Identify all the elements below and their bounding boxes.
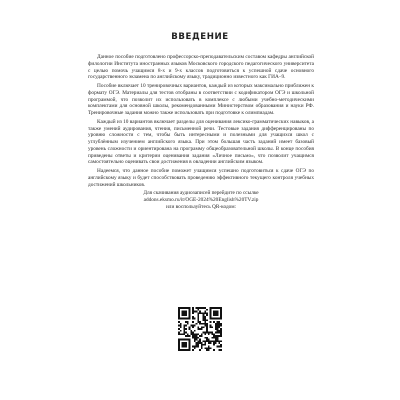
download-instruction: Для скачивания аудиозаписей перейдите по ссылке [143, 190, 259, 197]
paragraph-contents: Пособие включает 10 тренировочных вариантов, каждый из которых максимально приближен к формату ОГЭ. Материалы для тестов отобраны в соответствии с кодификатором ОГЭ и школьной программой, что позволит их использовать в комплексе с любыми учебно-методическими комплектами для основной школы, рекомендованными Министерством образования и науки РФ. Тренировочные задания можно также использовать при подготовке к олимпиадам. [88, 83, 314, 116]
paragraph-hope: Надеемся, что данное пособие поможет учащимся успешно подготовиться к сдаче ОГЭ по английскому языку и будет способствовать проведению эффективного текущего контроля учебных достижений школьников. [88, 168, 314, 188]
qr-instruction: или воспользуйтесь QR-кодом: [165, 203, 237, 210]
body-text [88, 54, 314, 211]
paragraph-intro: Данное пособие подготовлено профессорско-преподавательским составом кафедры английской филологии Института иностранных языков Московского городского педагогического университета с целью помочь учащимся 8-х и 9-х классов подготовиться к успешной сдаче основного государственного экзамена по английскому языку, традиционно известного как ГИА–9. [88, 54, 314, 81]
page-title: ВВЕДЕНИЕ [171, 32, 229, 42]
qr-code-graphic [178, 307, 222, 351]
download-link[interactable]: addons.eksmo.ru/it/OGE-2024%20English%20TV.zip [143, 197, 259, 203]
qr-code-icon[interactable] [178, 307, 222, 351]
paragraph-variants: Каждый из 10 вариантов включает разделы для оценивания лексико-грамматических навыков, а также умений аудирования, чтения, письменной речи. Тестовые задания дифференцированы по уровню сложности с тем, чтобы быть интересными и полезными для учащихся школ с углублённым изучением английского языка. При этом большая часть заданий имеет базовый уровень сложности и ориентирована на программу общеобразовательной школы. В конце пособия приведены ответы и критерии оценивания задания «Личное письмо», что позволит учащимся самостоятельно оценивать свои достижения в овладении английским языком. [88, 118, 314, 166]
